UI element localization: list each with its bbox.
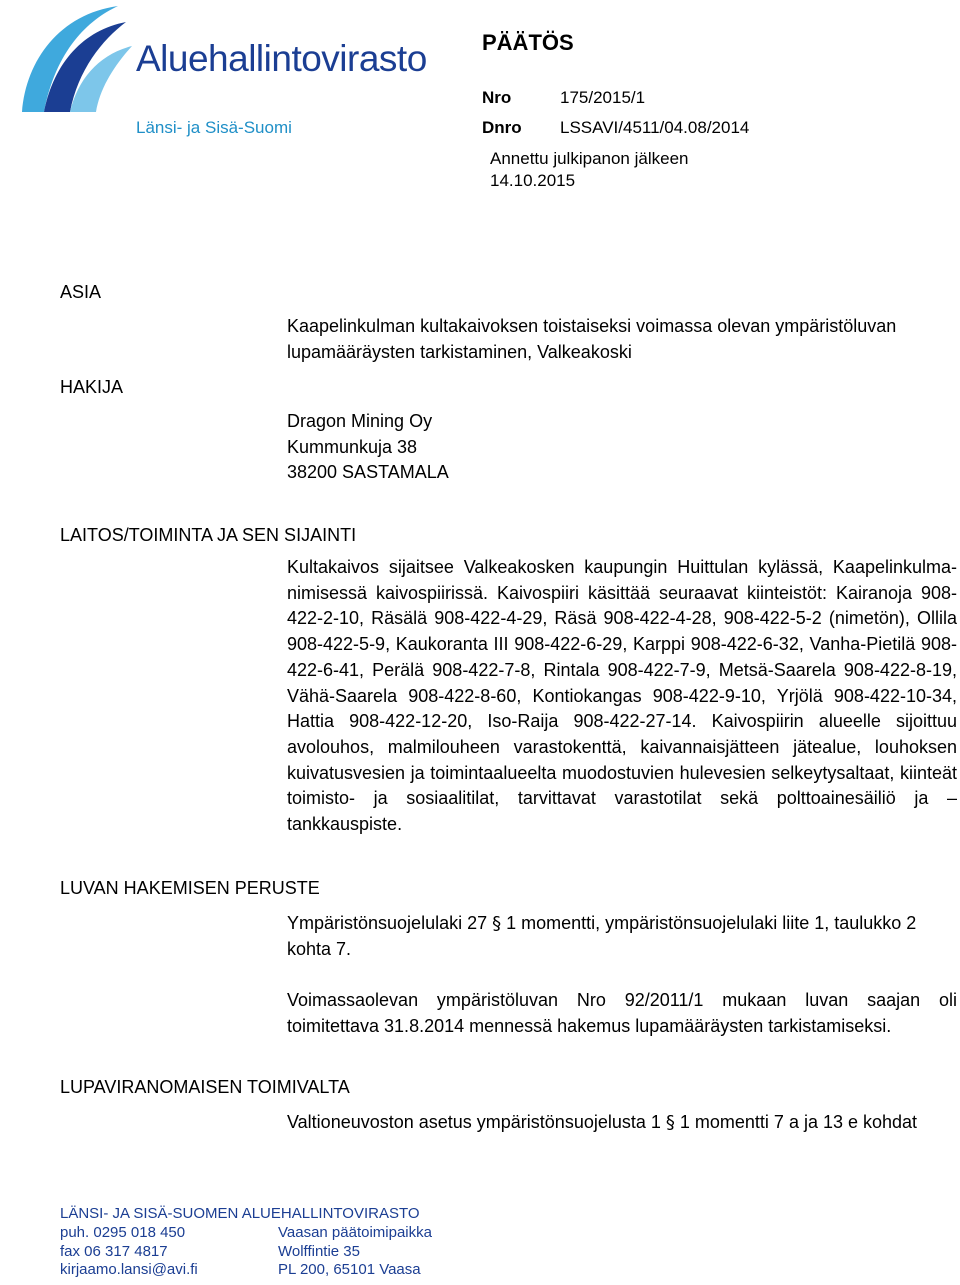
- footer-street: Wolffintie 35: [278, 1242, 360, 1260]
- logo-wordmark: Aluehallintovirasto: [136, 38, 427, 79]
- laitos-heading: LAITOS/TOIMINTA JA SEN SIJAINTI: [60, 525, 357, 545]
- footer-email[interactable]: kirjaamo.lansi@avi.fi: [60, 1261, 198, 1278]
- footer-address: [278, 1224, 432, 1280]
- hakija-street: Kummunkuja 38: [287, 436, 418, 457]
- peruste-paragraph-2: Voimassaolevan ympäristöluvan Nro 92/2011/1 mukaan luvan saajan oli toimitettava 31.8.2014 mennessä hakemus lupamääräysten tarkistamiseksi.: [287, 990, 957, 1036]
- hakija-company: Dragon Mining Oy: [287, 411, 433, 431]
- asia-text: Kaapelinkulman kultakaivoksen toistaiseksi voimassa olevan ympäristöluvan lupamääräysten tarkistaminen, Valkeakoski: [287, 316, 897, 362]
- footer-contact: [60, 1224, 198, 1280]
- hakija-heading: HAKIJA: [60, 377, 124, 397]
- peruste-p1-after: 1 momentti, ympäristönsuojelulaki liite 1, taulukko 2 kohta 7.: [287, 913, 917, 959]
- hakija-postal: 38200 SASTAMALA: [287, 462, 449, 483]
- toimivalta-before: Valtioneuvoston asetus ympäristönsuojelusta 1: [287, 1112, 666, 1132]
- document-type: PÄÄTÖS: [482, 30, 574, 55]
- toimivalta-text: [287, 1110, 957, 1136]
- peruste-heading: LUVAN HAKEMISEN PERUSTE: [60, 878, 320, 898]
- dnro-label: Dnro: [482, 118, 522, 137]
- footer-org: LÄNSI- JA SISÄ-SUOMEN ALUEHALLINTOVIRASTO: [60, 1205, 420, 1222]
- region-name: Länsi- ja Sisä-Suomi: [136, 118, 292, 137]
- footer-fax: fax 06 317 4817: [60, 1242, 168, 1260]
- laitos-text: Kultakaivos sijaitsee Valkeakosken kaupungin Huittulan kylässä, Kaapelinkulma- nimisessä kaivospiirissä. Kaivospiiri käsittää seuraavat kiinteistöt: Kairanoja 908-422-2-10, Räsälä 908-422-4-29, Räsä 908-422-4-28, 908-422-5-2 (nimetön), Ollila 908-422-5-9, Kaukoranta III 908-422-6-29, Karppi 908-422-6-32, Vanha-Pietilä 908-422-6-41, Perälä 908-422-7-8, Rintala 908-422-7-9, Metsä-Saarela 908-422-8-19, Vähä-Saarela 908-422-8-60, Kontiokangas 908-422-9-10, Yrjölä 908-422-10-34, Hattia 908-422-12-20, Iso-Raija 908-422-27-14. Kaivospiirin alueelle sijoittuu avolouhos, malmilouheen varastokenttä, kaivannaisjätteen jätealue, louhoksen kuivatusvesien ja toimintaalueelta muodostuvien hulevesien selkeytysaltaat, kiinteät toimisto- ja sosiaalitilat, tarvittavat varastotilat sekä polttoainesäiliö ja –tankkauspiste.: [287, 557, 957, 835]
- section-sign: §: [492, 913, 502, 934]
- toimivalta-heading: LUPAVIRANOMAISEN TOIMIVALTA: [60, 1077, 350, 1097]
- hakija-address: [287, 409, 957, 486]
- asia-heading: ASIA: [60, 282, 102, 302]
- avi-logo-mark-icon: [0, 0, 140, 120]
- dnro-value: LSSAVI/4511/04.08/2014: [560, 118, 750, 137]
- issued-date: [490, 148, 750, 192]
- toimivalta-after: 1 momentti 7 a ja 13 e kohdat: [674, 1112, 918, 1132]
- peruste-p1-before: Ympäristönsuojelulaki 27: [287, 913, 493, 933]
- section-sign: §: [665, 1112, 675, 1133]
- footer-phone: puh. 0295 018 450: [60, 1224, 186, 1241]
- footer-postal: PL 200, 65101 Vaasa: [278, 1261, 421, 1278]
- nro-label: Nro: [482, 88, 512, 107]
- issued-line-1: Annettu julkipanon jälkeen: [490, 149, 689, 168]
- peruste-paragraph-1: [287, 911, 957, 962]
- nro-value: 175/2015/1: [560, 88, 646, 107]
- issued-line-2: 14.10.2015: [490, 171, 576, 190]
- footer-office: Vaasan päätoimipaikka: [278, 1224, 432, 1241]
